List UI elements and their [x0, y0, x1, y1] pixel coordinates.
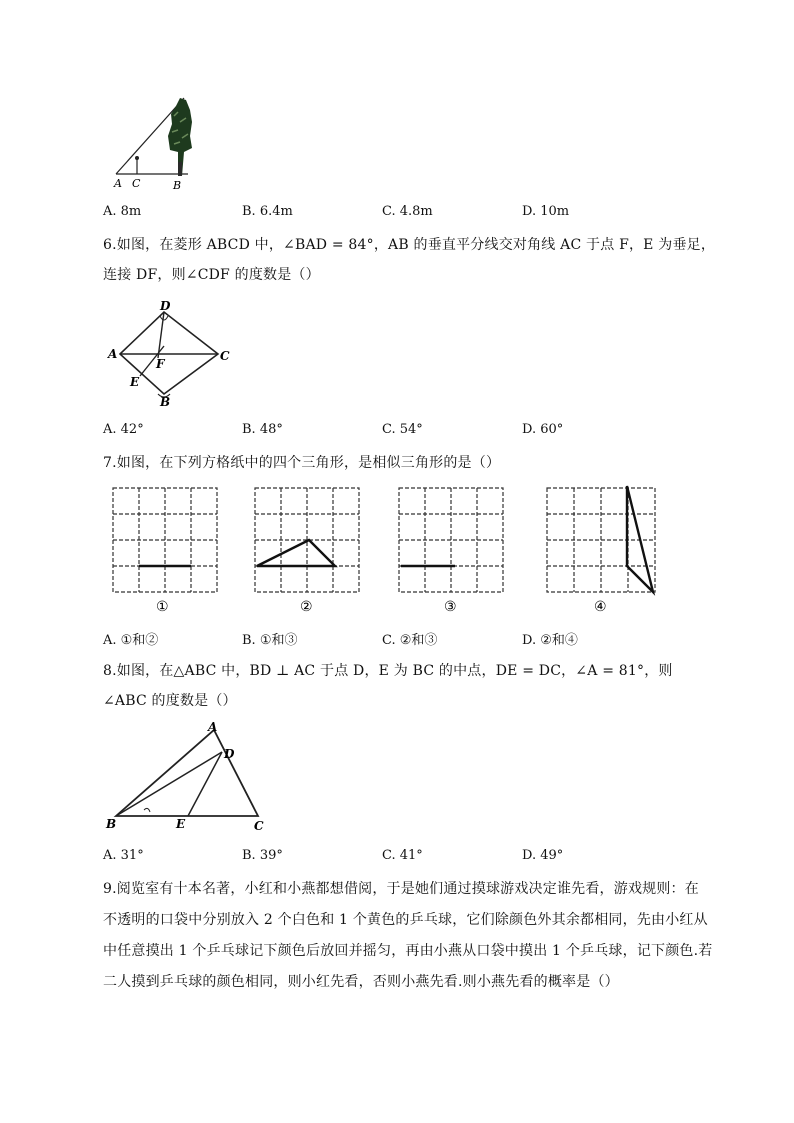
q6-option-c[interactable]: C. 54°: [382, 422, 423, 437]
q8-option-c[interactable]: C. 41°: [382, 848, 423, 863]
q8-triangle-figure: [104, 720, 274, 835]
q9-text-line1: 9.阅览室有十本名著，小红和小燕都想借阅，于是她们通过摸球游戏决定谁先看，游戏规则：在: [103, 881, 699, 897]
q6-text-line2: 连接 DF，则∠CDF 的度数是（）: [103, 267, 320, 283]
q8-text-line1: 8.如图，在△ABC 中，BD ⊥ AC 于点 D，E 为 BC 的中点，DE = DC，∠A = 81°，则: [103, 663, 673, 679]
q6-option-b[interactable]: B. 48°: [242, 422, 283, 437]
label-d: D: [224, 747, 235, 761]
q5-option-b[interactable]: B. 6.4m: [242, 204, 293, 219]
label-c: C: [254, 819, 264, 833]
grid-label-4: ④: [594, 599, 607, 615]
q8-option-b[interactable]: B. 39°: [242, 848, 283, 863]
tree-icon: [168, 98, 192, 176]
label-e: E: [176, 817, 186, 831]
q8-option-d[interactable]: D. 49°: [522, 848, 564, 863]
q5-option-d[interactable]: D. 10m: [522, 204, 570, 219]
q6-text-line1: 6.如图，在菱形 ABCD 中，∠BAD = 84°，AB 的垂直平分线交对角线 AC 于点 F，E 为垂足，: [103, 237, 716, 253]
q7-text-line1: 7.如图，在下列方格纸中的四个三角形，是相似三角形的是（）: [103, 455, 501, 471]
q6-option-d[interactable]: D. 60°: [522, 422, 564, 437]
q5-option-a[interactable]: A. 8m: [103, 204, 142, 219]
q5-figure: [108, 92, 208, 192]
grid-label-1: ①: [156, 599, 169, 615]
q7-option-c[interactable]: C. ②和③: [382, 633, 438, 648]
q8-option-a[interactable]: A. 31°: [103, 848, 144, 863]
q7-option-a[interactable]: A. ①和②: [103, 633, 159, 648]
label-b: B: [160, 395, 171, 408]
label-c: C: [132, 177, 141, 190]
label-b: B: [173, 179, 182, 192]
q8-text-line2: ∠ABC 的度数是（）: [103, 693, 237, 709]
label-b: B: [106, 817, 117, 831]
q9-text-line4: 二人摸到乒乓球的颜色相同，则小红先看，否则小燕先看.则小燕先看的概率是（）: [103, 974, 619, 990]
grid-label-2: ②: [300, 599, 313, 615]
label-c: C: [220, 349, 230, 363]
q7-grids-figure: [105, 482, 665, 617]
label-f: F: [156, 357, 165, 371]
q9-text-line3: 中任意摸出 1 个乒乓球记下颜色后放回并摇匀，再由小燕从口袋中摸出 1 个乒乓球，记下颜色.若: [103, 943, 713, 959]
label-e: E: [130, 375, 140, 389]
pole-top: [135, 156, 139, 160]
label-a: A: [108, 347, 118, 361]
grid-label-3: ③: [444, 599, 457, 615]
q6-rhombus-figure: [106, 296, 236, 408]
q7-option-b[interactable]: B. ①和③: [242, 633, 298, 648]
label-d: D: [160, 299, 171, 313]
q9-text-line2: 不透明的口袋中分别放入 2 个白色和 1 个黄色的乒乓球，它们除颜色外其余都相同，先由小红从: [103, 912, 708, 928]
label-a: A: [208, 720, 218, 734]
q5-option-c[interactable]: C. 4.8m: [382, 204, 433, 219]
label-a: A: [114, 177, 122, 190]
q6-option-a[interactable]: A. 42°: [103, 422, 144, 437]
q7-option-d[interactable]: D. ②和④: [522, 633, 578, 648]
